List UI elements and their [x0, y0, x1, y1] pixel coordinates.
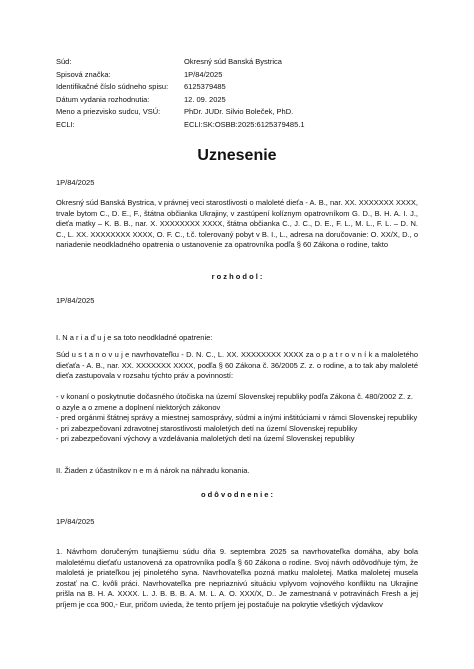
metadata-label: ECLI:: [56, 119, 75, 129]
list-item: - v konaní o poskytnutie dočasného útočiska na území Slovenskej republiky podľa Zákona č. 480/2002 Z. z. o azyle a o zmene a doplnení niektorých zákonov: [56, 392, 413, 412]
case-reference: 1P/84/2025: [56, 178, 95, 187]
metadata-row: [56, 56, 436, 69]
metadata-label: Spisová značka:: [56, 69, 111, 79]
metadata-row: [56, 81, 436, 94]
metadata-value: Okresný súd Banská Bystrica: [184, 57, 282, 66]
appointment-paragraph: Súd u s t a n o v u j e navrhovateľku - D. N. C., L. XX. XXXXXXXX XXXX za o p a t r o v n í k a maloletého dieťaťa - A. B., nar. XX. XXXXXXX XXXX, podľa § 60 Zákona č. 36/2005 Z. z. o rodine, a to tak aby maloleté dieťa zastupovala v rozsahu týchto práv a povinností:: [56, 350, 418, 381]
list-item: - pred orgánmi štátnej správy a miestnej samosprávy, súdmi a inými inštitúciami v rámci Slovenskej republiky: [56, 413, 418, 423]
metadata-value: 12. 09. 2025: [184, 94, 226, 104]
list-item: - pri zabezpečovaní zdravotnej starostlivosti maloletých detí na území Slovenskej republiky: [56, 423, 358, 433]
metadata-label: Meno a priezvisko sudcu, VSÚ:: [56, 107, 161, 116]
metadata-value: 1P/84/2025: [184, 69, 223, 79]
metadata-label: Identifikačné číslo súdneho spisu:: [56, 82, 169, 91]
list-item: - pri zabezpečovaní výchovy a vzdelávania maloletých detí na území Slovenskej republiky: [56, 434, 355, 444]
metadata-value: ECLI:SK:OSBB:2025:6125379485.1: [184, 119, 305, 129]
reasoning-heading: o d ô v o d n e n i e :: [200, 490, 274, 499]
metadata-row: [56, 94, 436, 107]
header-metadata: [56, 56, 436, 131]
metadata-value: PhDr. JUDr. Silvio Boleček, PhD.: [184, 107, 294, 116]
metadata-row: [56, 119, 436, 132]
intro-paragraph: Okresný súd Banská Bystrica, v právnej veci starostlivosti o maloleté dieťa - A. B., nar. XX. XXXXXXX XXXX, trvale bytom C., D. E., F., štátna občianka Ukrajiny, v zastúpení kolíznym opatrovníkom G. D., B. H. A. I. J., dieťa matky – K. B. B., nar. X. XXXXXXXX XXXX, štátna občianka C., J. C., D. E., F. L., M. L., F. L. – D. N. C., L. XX. XXXXXXXX XXXX, O. F. C., t.č. tolerovaný pobyt v B. I., L., adresa na doručovanie: O. XX/X, D., o nariadenie neodkladného opatrenia o ustanovenie za opatrovníka podľa § 60 Zákona o rodine, takto: [56, 198, 418, 250]
case-reference: 1P/84/2025: [56, 296, 95, 305]
section-ii-text: II. Žiaden z účastníkov n e m á nárok na náhradu konania.: [56, 466, 250, 475]
section-i-heading: I. N a r i a ď u j e sa toto neodkladné opatrenie:: [56, 333, 213, 342]
metadata-row: [56, 69, 436, 82]
metadata-label: Dátum vydania rozhodnutia:: [56, 94, 150, 104]
decision-heading: r o z h o d o l :: [211, 272, 263, 281]
case-reference: 1P/84/2025: [56, 517, 95, 526]
document-title: Uznesenie: [197, 147, 277, 164]
metadata-label: Súd:: [56, 57, 72, 66]
metadata-row: [56, 106, 436, 119]
reasoning-paragraph-1: 1. Návrhom doručeným tunajšiemu súdu dňa 9. septembra 2025 sa navrhovateľka domáha, aby bola maloletému dieťaťu ustanovená za opatrovníka podľa § 60 Zákona o rodine. Svoj návrh odôvodňuje tým, že maloletá je priateľkou jej pinoletého syna. Navrhovateľka pozná matku maloletej. Matka maloletej musela zostať na C. kvôli práci. Navrhovateľka pre nepriaznivú situáciu vplyvom vojnového konfliktu na Ukrajine prišla na B. H. A. XXXX. L. J. B. B. B. A. M. L. A. O. XXX/X, D.. Je zamestnaná v potravinách Fresh a jej príjem je cca 900,- Eur, pričom uvieda, že tento príjem jej postačuje na pokrytie všetkých výdavkov: [56, 547, 418, 609]
metadata-value: 6125379485: [184, 82, 226, 91]
powers-list: [56, 392, 418, 445]
